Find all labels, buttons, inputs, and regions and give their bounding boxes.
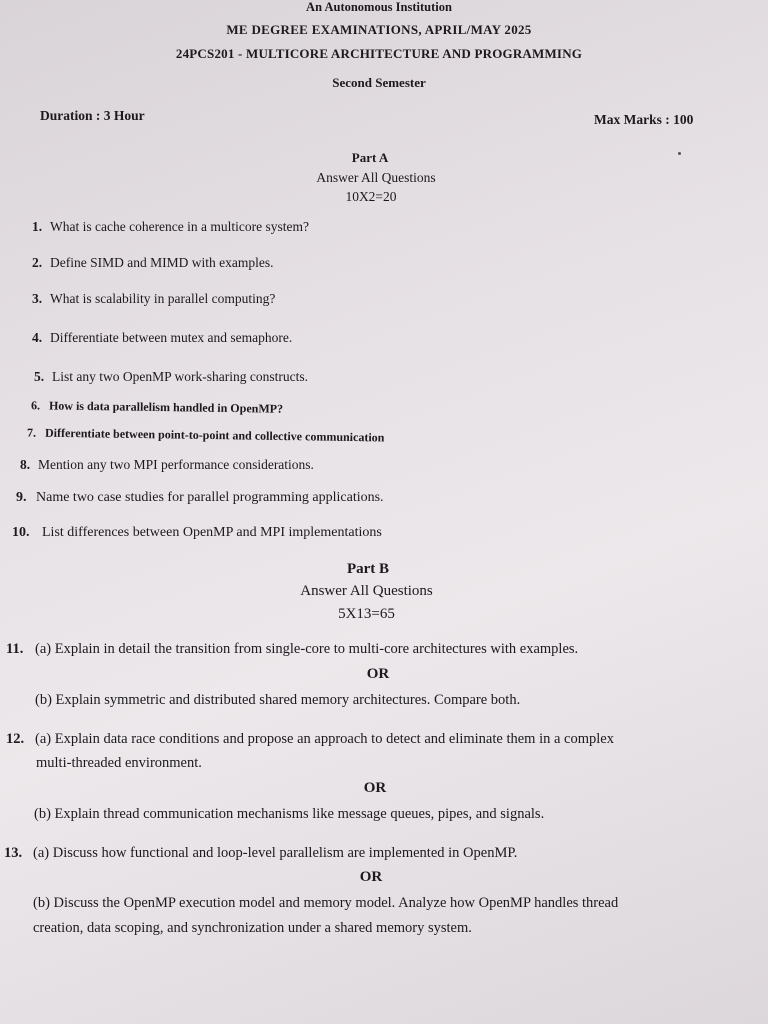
- part-b-title: Part B: [346, 561, 390, 577]
- question-text: What is cache coherence in a multicore system?: [50, 219, 310, 234]
- course-title: 24PCS201 - MULTICORE ARCHITECTURE AND PROGRAMMING: [175, 46, 583, 61]
- question-13b: (b) Discuss the OpenMP execution model and memory model. Analyze how OpenMP handles thread: [33, 895, 619, 911]
- question-text: What is scalability in parallel computing?: [50, 291, 276, 306]
- question-12b: (b) Explain thread communication mechanisms like message queues, pipes, and signals.: [34, 806, 545, 822]
- question-number: 10.: [12, 525, 30, 540]
- part-a-instruction: Answer All Questions: [316, 170, 436, 185]
- question-text: Differentiate between mutex and semaphore.: [50, 330, 293, 345]
- question-number: 2.: [32, 255, 43, 270]
- question-number: 8.: [20, 457, 31, 472]
- question-number: 3.: [32, 291, 43, 306]
- question-number: 4.: [32, 330, 43, 345]
- question-text: List differences between OpenMP and MPI implementations: [42, 525, 382, 540]
- question-13a: [4, 845, 517, 862]
- question-text: (a) Explain data race conditions and propose an approach to detect and eliminate them in a complex: [35, 731, 614, 747]
- question-9: [16, 490, 384, 506]
- or-separator: OR: [359, 869, 383, 885]
- exam-title: ME DEGREE EXAMINATIONS, APRIL/MAY 2025: [226, 22, 532, 37]
- question-10: [12, 525, 382, 541]
- institution-line: An Autonomous Institution: [306, 0, 452, 14]
- question-3: [32, 291, 275, 307]
- question-text: Mention any two MPI performance considerations.: [38, 457, 314, 472]
- question-13b-continued: creation, data scoping, and synchronization under a shared memory system.: [33, 920, 472, 936]
- question-number: 9.: [16, 490, 27, 505]
- question-number: 5.: [34, 369, 45, 384]
- question-text: Name two case studies for parallel programming applications.: [36, 490, 384, 505]
- question-number: 7.: [26, 425, 37, 440]
- question-number: 11.: [6, 641, 24, 657]
- duration-label: Duration : 3 Hour: [40, 108, 145, 123]
- part-b-instruction: Answer All Questions: [300, 583, 433, 599]
- question-text: Define SIMD and MIMD with examples.: [50, 255, 274, 270]
- question-text: List any two OpenMP work-sharing constructs.: [52, 369, 308, 384]
- question-12a-continued: multi-threaded environment.: [36, 755, 202, 771]
- question-number: 13.: [4, 845, 23, 861]
- question-number: 6.: [30, 398, 41, 413]
- question-number: 1.: [32, 219, 43, 234]
- question-11a: [6, 641, 578, 658]
- part-b-marks: 5X13=65: [338, 606, 395, 622]
- question-text: (a) Explain in detail the transition from single-core to multi-core architectures with examples.: [35, 641, 579, 657]
- max-marks-label: Max Marks : 100: [594, 112, 694, 127]
- question-4: [32, 330, 292, 346]
- question-11b: (b) Explain symmetric and distributed shared memory architectures. Compare both.: [35, 692, 521, 708]
- question-5: [34, 369, 308, 385]
- question-12a: [6, 731, 614, 748]
- question-1: [32, 219, 309, 235]
- part-a-marks: 10X2=20: [345, 189, 397, 204]
- question-8: [20, 457, 314, 473]
- question-6: [31, 398, 283, 417]
- question-number: 12.: [6, 731, 25, 747]
- or-separator: OR: [366, 666, 390, 682]
- question-text: How is data parallelism handled in OpenMP?: [48, 398, 284, 416]
- part-a-title: Part A: [351, 150, 389, 165]
- question-7: [27, 426, 385, 446]
- question-text: Differentiate between point-to-point and collective communication: [44, 425, 385, 445]
- question-2: [32, 255, 273, 271]
- or-separator: OR: [363, 780, 387, 796]
- question-text: (a) Discuss how functional and loop-level parallelism are implemented in OpenMP.: [33, 845, 518, 861]
- semester-label: Second Semester: [332, 75, 426, 90]
